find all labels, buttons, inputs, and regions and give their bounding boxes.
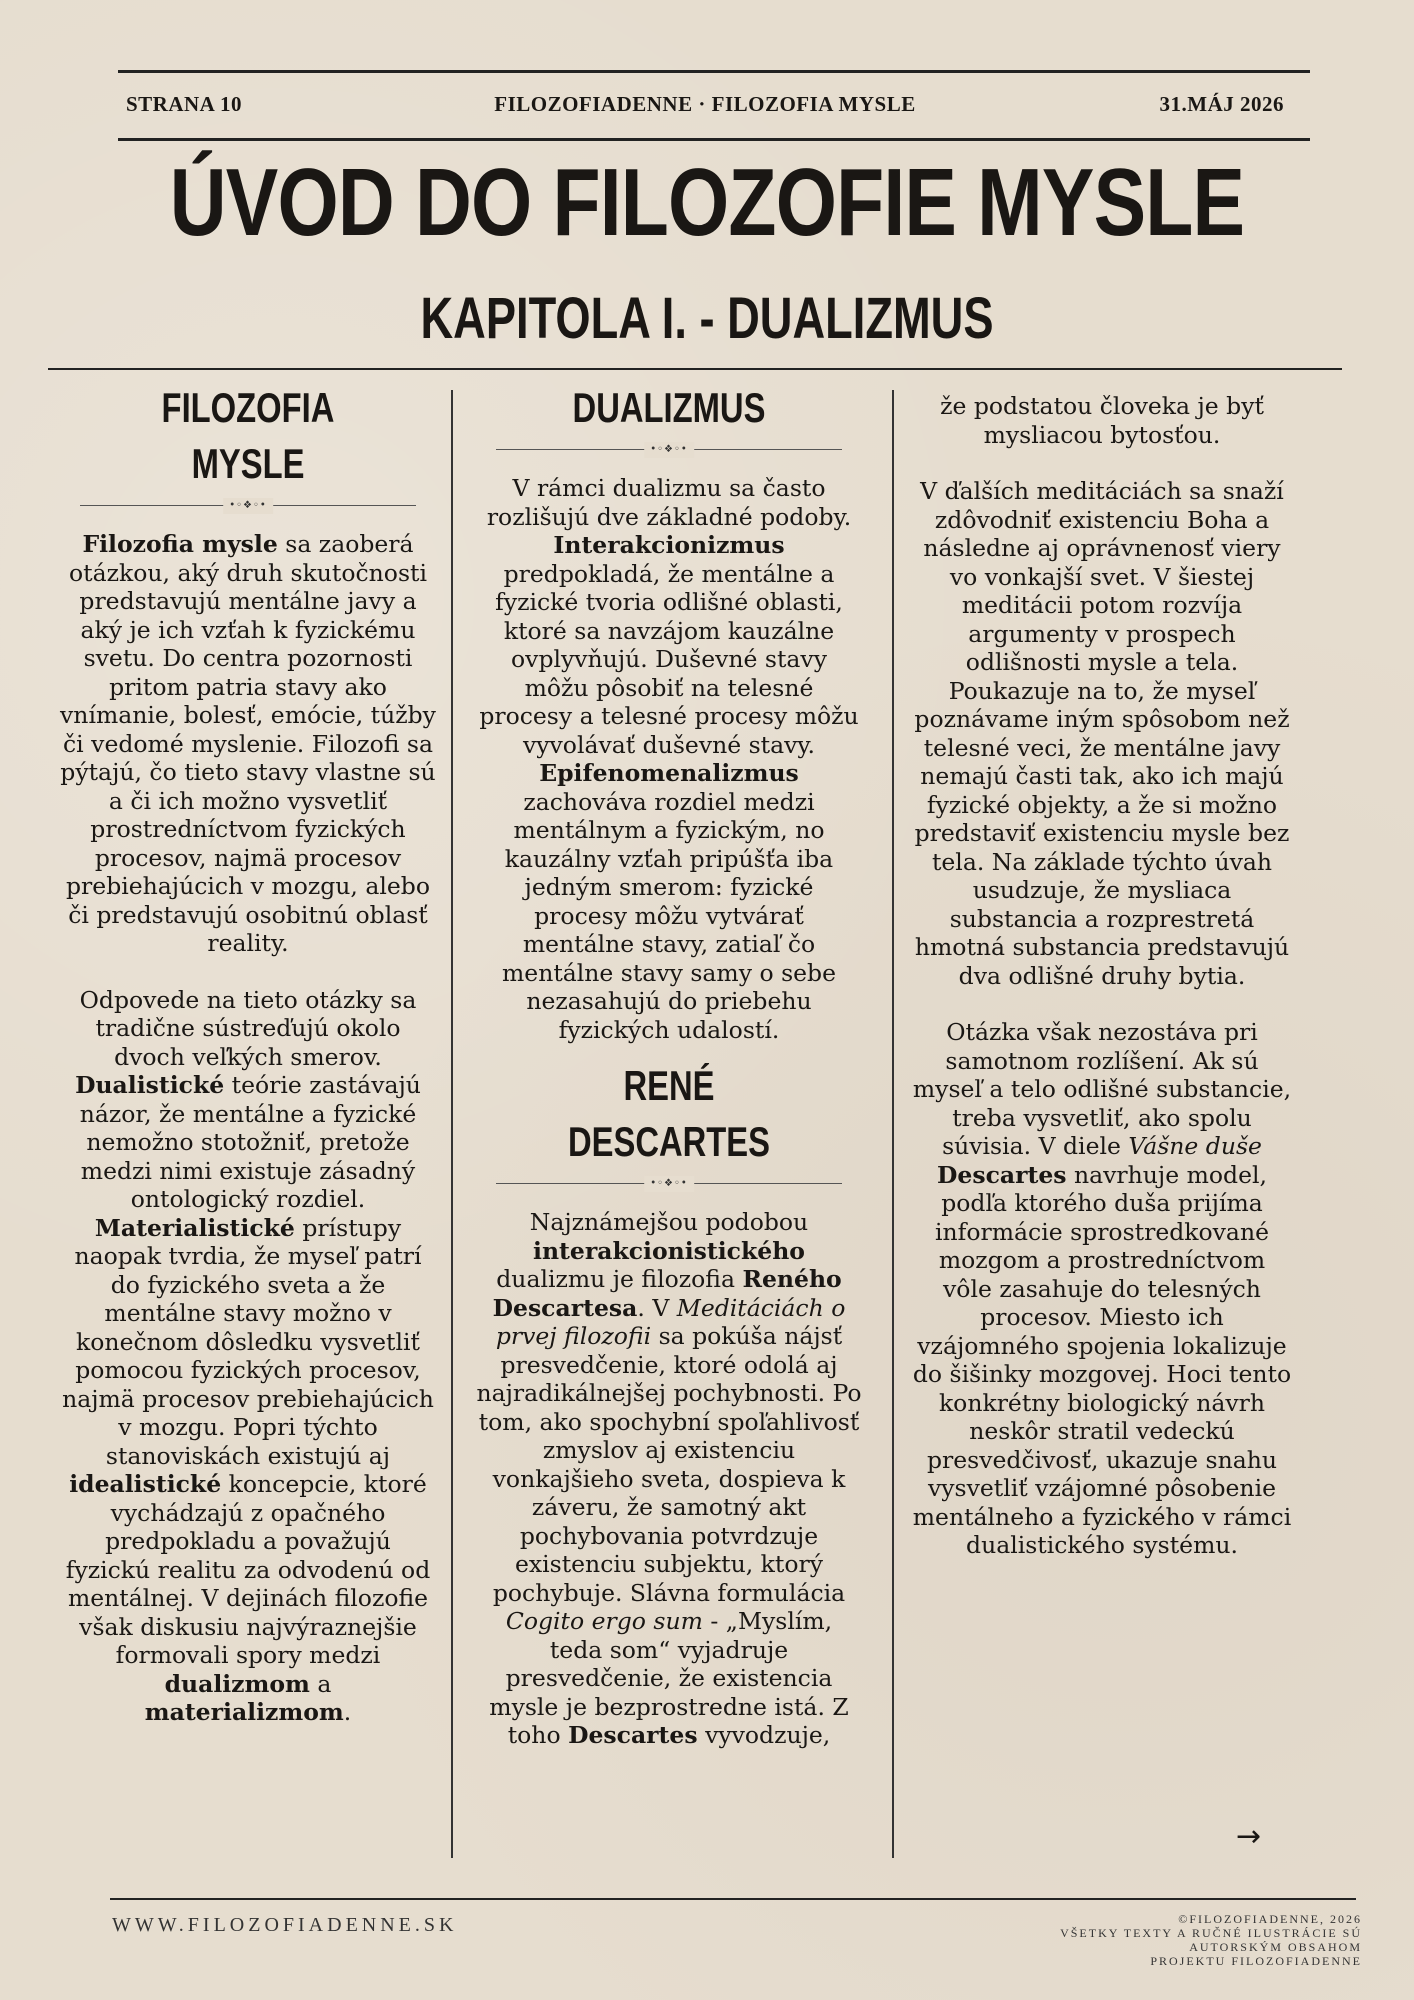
column-divider-2: [892, 390, 894, 1858]
ornamental-divider: [496, 442, 842, 458]
header-rule: [48, 368, 1342, 370]
continue-arrow-icon: →: [1236, 1819, 1262, 1854]
masthead-top-rule: [118, 70, 1310, 73]
ornament-icon: •◦❖◦•: [644, 1176, 694, 1192]
copyright-note: VŠETKY TEXTY A RUČNÉ ILUSTRÁCIE SÚ: [1060, 1926, 1362, 1940]
page-number: STRANA 10: [126, 92, 242, 116]
column-divider-1: [451, 390, 453, 1858]
chapter-subtitle: KAPITOLA I. - DUALIZMUS: [420, 286, 994, 351]
copyright-note: AUTORSKÝM OBSAHOM: [1189, 1940, 1362, 1954]
section-heading-rene-descartes: RENÉ DESCARTES: [567, 1062, 771, 1165]
ornamental-divider: [496, 1176, 842, 1192]
masthead-bottom-rule: [118, 138, 1310, 141]
copyright-line: ©FILOZOFIADENNE, 2026: [1178, 1912, 1362, 1926]
page-title: ÚVOD DO FILOZOFIE MYSLE: [169, 149, 1245, 256]
paragraph: Filozofia mysle sa zaoberá otázkou, aký druh skutočnosti predstavujú mentálne javy a aký je ich vzťah k fyzickému svetu. Do centra pozornosti pritom patria stavy ako vnímanie, bolesť, emócie, túžby či vedomé myslenie. Filozofi sa pýtajú, čo tieto stavy vlastne sú a či ich možno vysvetliť prostredníctvom fyzických procesov, najmä procesov prebiehajúcich v mozgu, alebo či predstavujú osobitnú oblasť reality.: [60, 530, 436, 957]
column-2: [476, 378, 862, 1778]
footer-website: WWW.FILOZOFIADENNE.SK: [112, 1914, 458, 1936]
footer-rule: [110, 1898, 1356, 1900]
paragraph: Odpovede na tieto otázky sa tradične sústreďujú okolo dvoch veľkých smerov. Dualistické teórie zastávajú názor, že mentálne a fyzické nemožno stotožniť, pretože medzi nimi existuje zásadný ontologický rozdiel. Materialistické prístupy naopak tvrdia, že myseľ patrí do fyzického sveta a že mentálne stavy možno v konečnom dôsledku vysvetliť pomocou fyzických procesov, najmä procesov prebiehajúcich v mozgu. Popri týchto stanoviskách existujú aj idealistické koncepcie, ktoré vychádzajú z opačného predpokladu a považujú fyzickú realitu za odvodenú od mentálnej. V dejinách filozofie však diskusiu najvýraznejšie formovali spory medzi dualizmom a materializmom.: [62, 985, 434, 1726]
paragraph: Otázka však nezostáva pri samotnom rozlíšení. Ak sú myseľ a telo odlišné substancie, treba vysvetliť, ako spolu súvisia. V diele Vášne duše Descartes navrhuje model, podľa ktorého duša prijíma informácie sprostredkované mozgom a prostredníctvom vôle zasahuje do telesných procesov. Miesto ich vzájomného spojenia lokalizuje do šišinky mozgovej. Hoci tento konkrétny biologický návrh neskôr stratil vedeckú presvedčivosť, ukazuje snahu vysvetliť vzájomné pôsobenie mentálneho a fyzického v rámci dualistického systému.: [912, 1018, 1292, 1559]
section-heading-filozofia-mysle: FILOZOFIA MYSLE: [161, 384, 335, 487]
masthead: [124, 90, 1286, 124]
ornament-icon: •◦❖◦•: [644, 442, 694, 458]
column-3: [912, 392, 1292, 1588]
copyright-note: PROJEKTU FILOZOFIADENNE: [1150, 1954, 1362, 1968]
paragraph: V ďalších meditáciách sa snaží zdôvodniť existenciu Boha a následne aj oprávnenosť viery vo vonkajší svet. V šiestej meditácii potom rozvíja argumenty v prospech odlišnosti mysle a tela. Poukazuje na to, že myseľ poznávame iným spôsobom než telesné veci, že mentálne javy nemajú časti tak, ako ich majú fyzické objekty, a že si možno predstaviť existenciu mysle bez tela. Na základe týchto úvah usudzuje, že mysliaca substancia a rozprestretá hmotná substancia predstavujú dva odlišné druhy bytia.: [914, 477, 1290, 990]
paragraph: V rámci dualizmu sa často rozlišujú dve základné podoby. Interakcionizmus predpokladá, že mentálne a fyzické tvoria odlišné oblasti, ktoré sa navzájom kauzálne ovplyvňujú. Duševné stavy môžu pôsobiť na telesné procesy a telesné procesy môžu vyvolávať duševné stavy. Epifenomenalizmus zachováva rozdiel medzi mentálnym a fyzickým, no kauzálny vzťah pripúšťa iba jedným smerom: fyzické procesy môžu vytvárať mentálne stavy, zatiaľ čo mentálne stavy samy o sebe nezasahujú do priebehu fyzických udalostí.: [479, 474, 859, 1044]
column-1: [60, 378, 436, 1755]
paragraph: Najznámejšou podobou interakcionistického dualizmu je filozofia Reného Descartesa. V Meditáciách o prvej filozofii sa pokúša nájsť presvedčenie, ktoré odolá aj najradikálnejšej pochybnosti. Po tom, ako spochybní spoľahlivosť zmyslov aj existenciu vonkajšieho sveta, dospieva k záveru, že samotný akt pochybovania potvrdzuje existenciu subjektu, ktorý pochybuje. Slávna formulácia Cogito ergo sum - „Myslím, teda som“ vyjadruje presvedčenie, že existencia mysle je bezprostredne istá. Z toho Descartes vyvodzuje,: [476, 1208, 862, 1749]
issue-date: 31.MÁJ 2026: [1159, 92, 1284, 116]
footer-copyright: [962, 1912, 1362, 1968]
masthead-section: FILOZOFIADENNE · FILOZOFIA MYSLE: [494, 92, 916, 116]
ornamental-divider: [80, 498, 416, 514]
paragraph: že podstatou človeka je byť mysliacou bytosťou.: [940, 392, 1264, 449]
ornament-icon: •◦❖◦•: [223, 498, 273, 514]
section-heading-dualizmus: DUALIZMUS: [572, 384, 766, 431]
